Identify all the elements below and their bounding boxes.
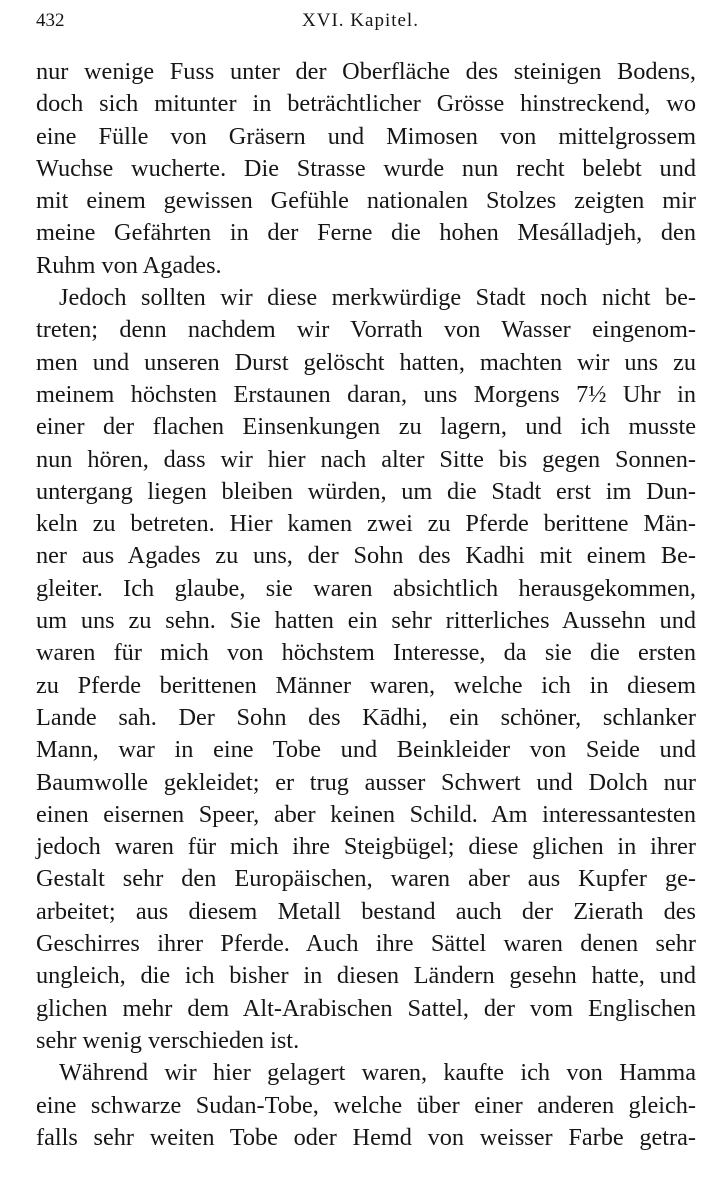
text-line: gleiter. Ich glaube, sie waren absichtlich herausgekommen, (36, 574, 696, 602)
text-line: ungleich, die ich bisher in diesen Ländern gesehn hatte, und (36, 962, 696, 990)
text-line: einen eisernen Speer, aber keinen Schild. Am interessantesten (36, 800, 696, 828)
text-line: ner aus Agades zu uns, der Sohn des Kadhi mit einem Be- (36, 542, 696, 570)
page-header (36, 10, 685, 38)
text-line: nun hören, dass wir hier nach alter Sitte bis gegen Sonnen- (36, 445, 696, 473)
text-line: doch sich mitunter in beträchtlicher Grösse hinstreckend, wo (36, 90, 696, 118)
text-line: men und unseren Durst gelöscht hatten, machten wir uns zu (36, 348, 696, 376)
text-line: eine schwarze Sudan-Tobe, welche über einer anderen gleich- (36, 1091, 696, 1119)
text-line: Geschirres ihrer Pferde. Auch ihre Sättel waren denen sehr (36, 930, 696, 958)
text-line: keln zu betreten. Hier kamen zwei zu Pferde berittene Män- (36, 510, 696, 538)
text-line: glichen mehr dem Alt-Arabischen Sattel, der vom Englischen (36, 994, 696, 1022)
page-number: 432 (36, 10, 65, 31)
text-line: Jedoch sollten wir diese merkwürdige Stadt noch nicht be- (59, 284, 696, 312)
text-line: eine Fülle von Gräsern und Mimosen von mittelgrossem (36, 122, 696, 150)
text-line: Lande sah. Der Sohn des Kādhi, ein schöner, schlanker (36, 703, 696, 731)
body-text (36, 56, 696, 1154)
text-line: Gestalt sehr den Europäischen, waren aber aus Kupfer ge- (36, 865, 696, 893)
text-line: sehr wenig verschieden ist. (36, 1026, 300, 1054)
text-line: meinem höchsten Erstaunen daran, uns Morgens 7½ Uhr in (36, 380, 696, 408)
text-line: zu Pferde berittenen Männer waren, welche ich in diesem (36, 671, 696, 699)
text-line: untergang liegen bleiben würden, um die Stadt erst im Dun- (36, 477, 696, 505)
text-line: Ruhm von Agades. (36, 251, 222, 279)
text-line: falls sehr weiten Tobe oder Hemd von weisser Farbe getra- (36, 1123, 696, 1151)
text-line: Mann, war in eine Tobe und Beinkleider von Seide und (36, 736, 696, 764)
text-line: meine Gefährten in der Ferne die hohen Mesálladjeh, den (36, 219, 696, 247)
text-line: Baumwolle gekleidet; er trug ausser Schwert und Dolch nur (36, 768, 696, 796)
text-line: Wuchse wucherte. Die Strasse wurde nun recht belebt und (36, 154, 696, 182)
running-head: XVI. Kapitel. (302, 10, 419, 31)
text-line: waren für mich von höchstem Interesse, da sie die ersten (36, 639, 696, 667)
text-line: arbeitet; aus diesem Metall bestand auch der Zierath des (36, 897, 696, 925)
text-line: einer der flachen Einsenkungen zu lagern, und ich musste (36, 413, 696, 441)
text-line: treten; denn nachdem wir Vorrath von Wasser eingenom- (36, 316, 696, 344)
text-line: mit einem gewissen Gefühle nationalen Stolzes zeigten mir (36, 187, 696, 215)
text-line: Während wir hier gelagert waren, kaufte ich von Hamma (59, 1059, 696, 1087)
text-line: um uns zu sehn. Sie hatten ein sehr ritterliches Aussehn und (36, 607, 696, 635)
text-line: nur wenige Fuss unter der Oberfläche des steinigen Bodens, (36, 58, 696, 85)
text-line: jedoch waren für mich ihre Steigbügel; diese glichen in ihrer (36, 833, 696, 861)
